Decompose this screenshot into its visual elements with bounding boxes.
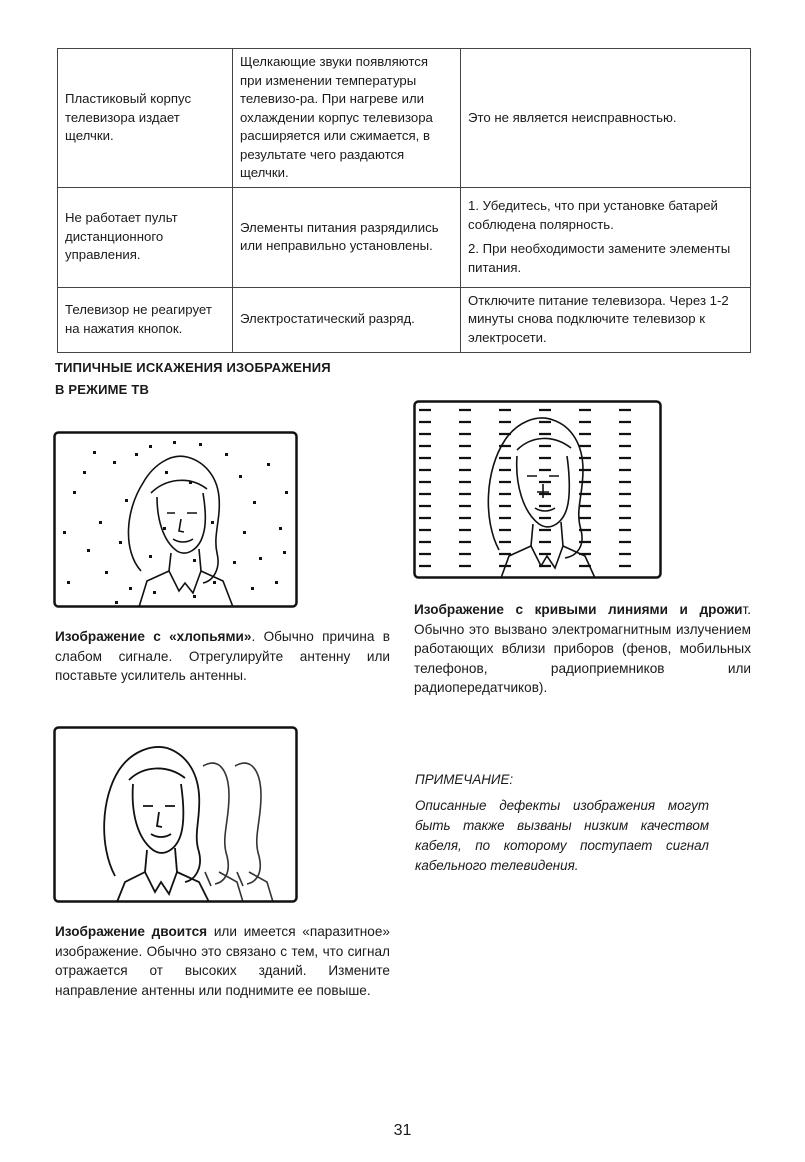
problem-cell: Не работает пульт дистанционного управления. (58, 187, 233, 287)
lines-caption (414, 600, 751, 698)
note-title: ПРИМЕЧАНИЕ: (415, 772, 514, 787)
section-heading-line2: В РЕЖИМЕ ТВ (55, 382, 150, 397)
cause-cell: Щелкающие звуки появляются при изменении температуры телевизо-ра. При нагреве или охлаждении корпус телевизора расширяется или сжимается, в результате чего раздаются щелчки. (233, 49, 461, 188)
solution-cell (461, 187, 751, 287)
table-row (58, 49, 751, 188)
ghost-caption-text: или имеется «паразитное» изображение. Обычно это связано с тем, что сигнал отражается от высоких зданий. Измените направление антенны или поднимите ее повыше. (55, 924, 390, 998)
solution-text: Отключите питание телевизора. Через 1-2 минуты снова подключите телевизор к электросети. (468, 292, 729, 345)
snow-caption-bold: Изображение с «хлопьями» (55, 629, 252, 644)
section-heading (55, 357, 331, 401)
snow-distortion-illustration (53, 431, 298, 608)
solution-cell (461, 49, 751, 188)
cause-cell: Электростатический разряд. (233, 287, 461, 352)
ghost-caption-bold: Изображение двоится (55, 924, 208, 939)
solution-text: Это не является неисправностью. (468, 109, 677, 125)
snow-caption (55, 627, 390, 686)
ghost-caption (55, 922, 390, 1000)
section-heading-line1: ТИПИЧНЫЕ ИСКАЖЕНИЯ ИЗОБРАЖЕНИЯ (55, 360, 331, 375)
note-block (415, 770, 709, 876)
problem-cell: Пластиковый корпус телевизора издает щелчки. (58, 49, 233, 188)
table-row (58, 187, 751, 287)
lines-distortion-illustration (413, 400, 663, 580)
page-number: 31 (393, 1122, 412, 1139)
solution-text: 2. При необходимости замените элементы питания. (468, 241, 731, 275)
solution-text: 1. Убедитесь, что при установке батарей соблюдена полярность. (468, 198, 718, 232)
lines-caption-text: т. Обычно это вызвано электромагнитным излучением работающих вблизи приборов (фенов, мобильных телефонов, радиоприемников или радиопередатчиков). (414, 602, 751, 695)
ghost-distortion-illustration (53, 726, 298, 903)
lines-caption-bold: Изображение с кривыми линиями и дрожи (414, 602, 743, 617)
note-text: Описанные дефекты изображения могут быть также вызваны низким качеством кабеля, по которому поступает сигнал кабельного телевидения. (415, 798, 709, 873)
snow-caption-text: . Обычно причина в слабом сигнале. Отрегулируйте антенну или поставьте усилитель антенны. (55, 629, 390, 683)
table-row (58, 287, 751, 352)
problem-cell: Телевизор не реагирует на нажатия кнопок. (58, 287, 233, 352)
solution-cell (461, 287, 751, 352)
troubleshooting-table (57, 48, 751, 353)
cause-cell: Элементы питания разрядились или неправильно установлены. (233, 187, 461, 287)
